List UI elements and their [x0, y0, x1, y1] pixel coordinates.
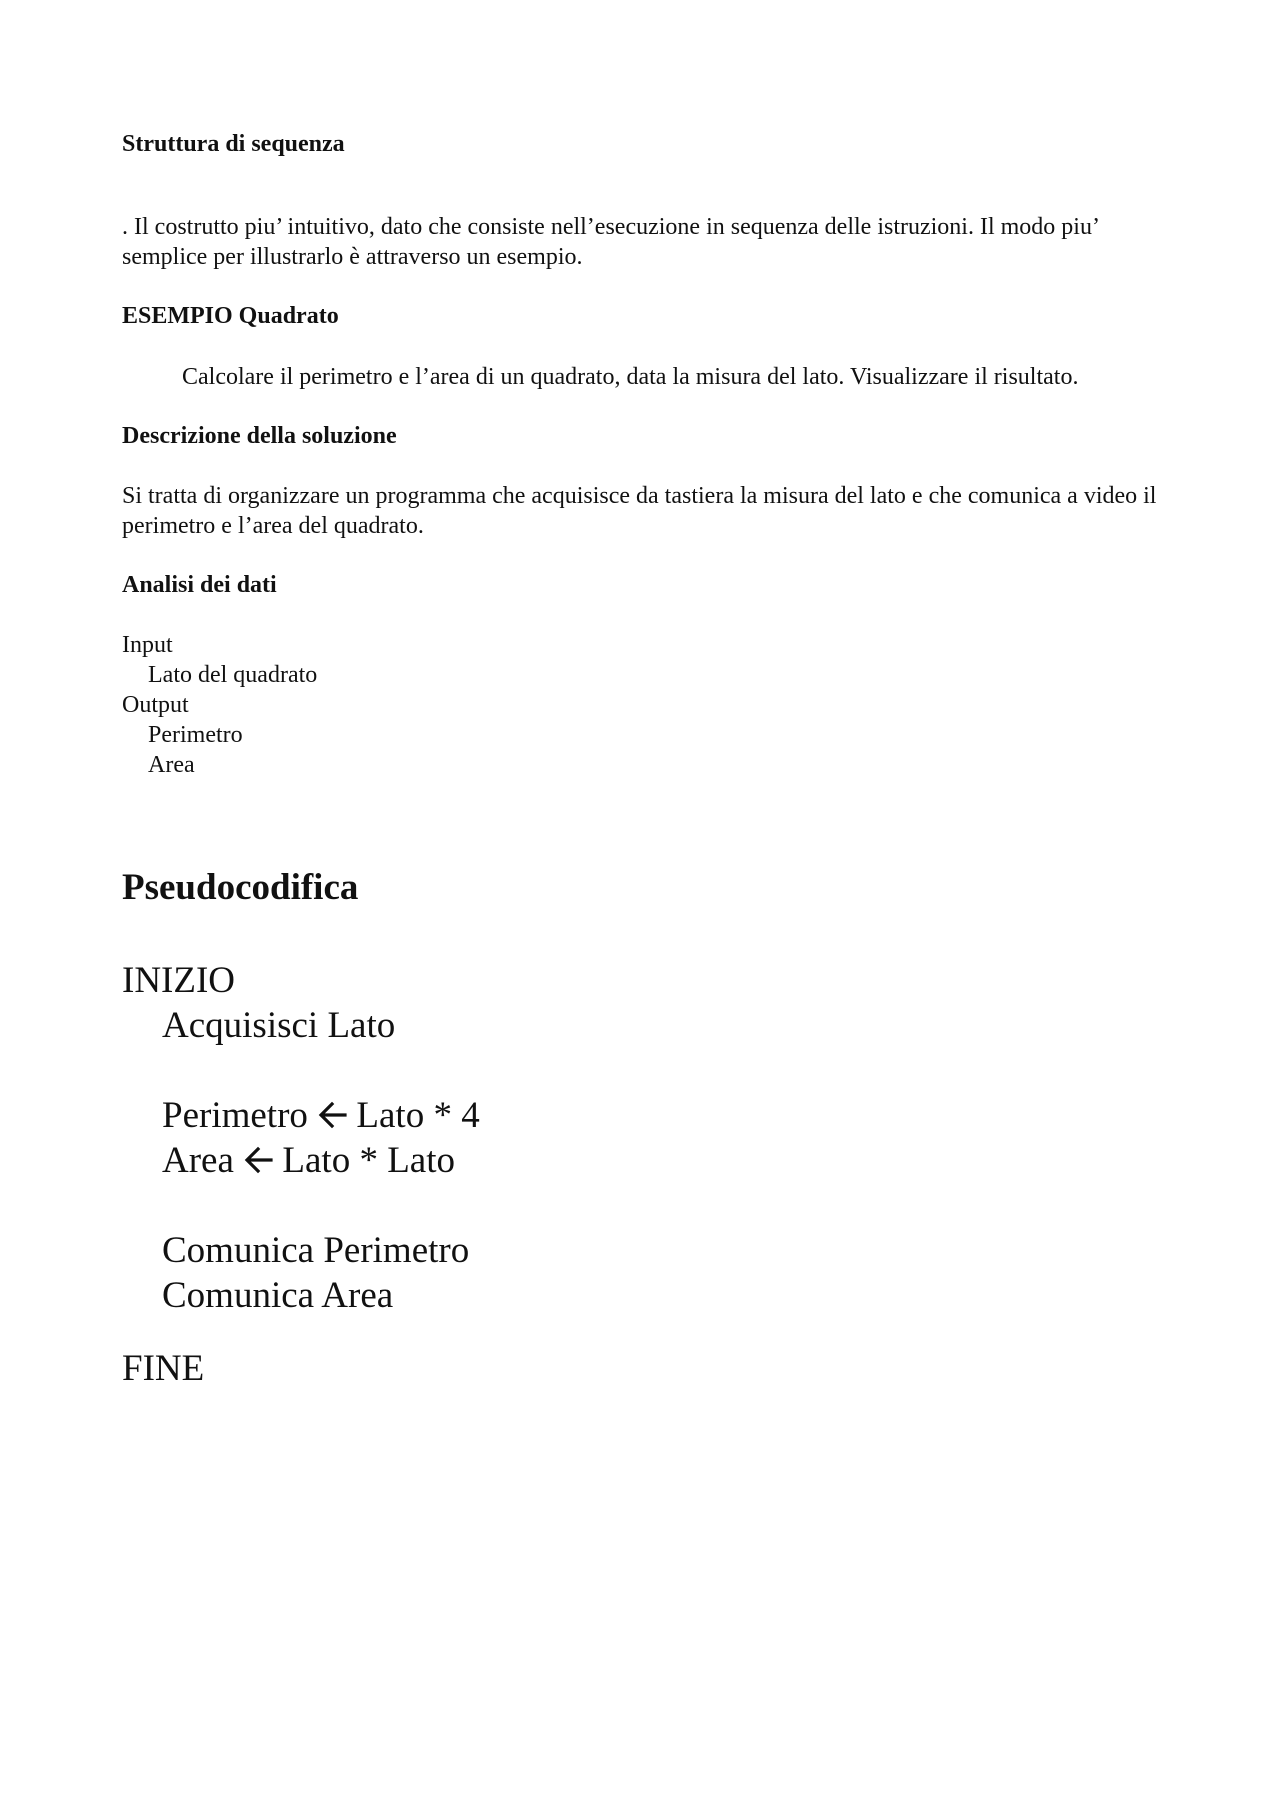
pseudocode-assign-area — [122, 1138, 1162, 1183]
assign-expression: Lato * Lato — [282, 1140, 455, 1181]
blank-line — [122, 1183, 1162, 1228]
output-item: Area — [148, 752, 195, 778]
pseudocode-output-perimeter: Comunica Perimetro — [162, 1230, 470, 1271]
section-title: Struttura di sequenza — [122, 131, 345, 157]
assign-target: Perimetro — [162, 1095, 308, 1136]
blank-line — [122, 1048, 1162, 1093]
pseudocode-assign-perimeter — [122, 1093, 1162, 1138]
pseudocode-end: FINE — [122, 1348, 205, 1389]
example-heading: ESEMPIO Quadrato — [122, 303, 339, 329]
pseudocode-block — [122, 958, 1162, 1391]
output-label: Output — [122, 692, 189, 718]
data-analysis-list — [122, 630, 1162, 780]
solution-text: Si tratta di organizzare un programma che acquisisce da tastiera la misura del lato e che comunica a video il perimetro e l’area del quadrato. — [122, 483, 1157, 539]
pseudocode-start: INIZIO — [122, 960, 236, 1001]
output-item: Perimetro — [148, 722, 243, 748]
assign-target: Area — [162, 1140, 234, 1181]
pseudocode-acquire: Acquisisci Lato — [162, 1005, 396, 1046]
intro-paragraph: . Il costrutto piu’ intuitivo, dato che consiste nell’esecuzione in sequenza delle istruzioni. Il modo piu’ semplice per illustrarlo è attraverso un esempio. — [122, 214, 1099, 270]
left-arrow-icon — [243, 1146, 273, 1174]
pseudocode-heading: Pseudocodifica — [122, 867, 359, 908]
input-item: Lato del quadrato — [148, 662, 318, 688]
solution-heading: Descrizione della soluzione — [122, 423, 397, 449]
analysis-heading: Analisi dei dati — [122, 572, 277, 598]
left-arrow-icon — [317, 1101, 347, 1129]
example-task: Calcolare il perimetro e l’area di un quadrato, data la misura del lato. Visualizzare il risultato. — [182, 364, 1079, 390]
input-label: Input — [122, 632, 173, 658]
pseudocode-output-area: Comunica Area — [162, 1275, 394, 1316]
assign-expression: Lato * 4 — [356, 1095, 480, 1136]
blank-line — [122, 1318, 1162, 1346]
